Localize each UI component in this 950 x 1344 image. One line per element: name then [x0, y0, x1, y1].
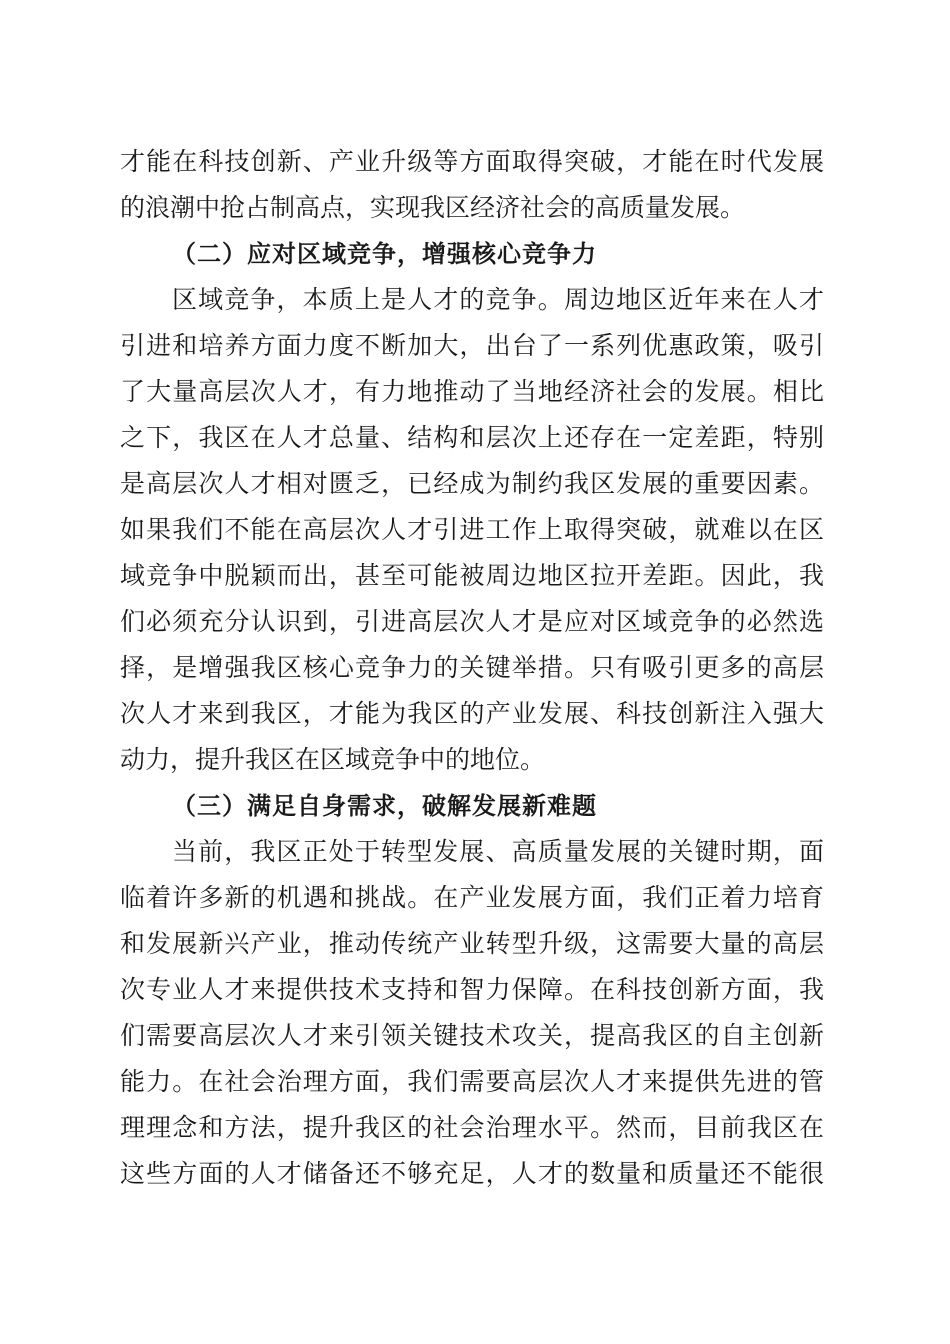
- paragraph-line: 了大量高层次人才，有力地推动了当地经济社会的发展。相比: [120, 377, 824, 406]
- paragraph-line: 这些方面的人才储备还不够充足，人才的数量和质量还不能很: [120, 1159, 824, 1188]
- paragraph-line: 临着许多新的机遇和挑战。在产业发展方面，我们正着力培育: [120, 883, 824, 912]
- paragraph-line: 们需要高层次人才来引领关键技术攻关，提高我区的自主创新: [120, 1021, 824, 1050]
- paragraph-line: 区域竞争，本质上是人才的竞争。周边地区近年来在人才: [172, 285, 824, 314]
- paragraph-line: 能力。在社会治理方面，我们需要高层次人才来提供先进的管: [120, 1067, 824, 1096]
- paragraph-line: 的浪潮中抢占制高点，实现我区经济社会的高质量发展。: [120, 193, 746, 222]
- section-heading: （二）应对区域竞争，增强核心竞争力: [172, 240, 597, 268]
- paragraph-line: 如果我们不能在高层次人才引进工作上取得突破，就难以在区: [120, 515, 824, 544]
- paragraph-line: 次专业人才来提供技术支持和智力保障。在科技创新方面，我: [120, 975, 824, 1004]
- paragraph-line: 们必须充分认识到，引进高层次人才是应对区域竞争的必然选: [120, 607, 824, 636]
- paragraph-line: 是高层次人才相对匮乏，已经成为制约我区发展的重要因素。: [120, 469, 824, 498]
- paragraph-line: 次人才来到我区，才能为我区的产业发展、科技创新注入强大: [120, 699, 824, 728]
- paragraph-line: 域竞争中脱颖而出，甚至可能被周边地区拉开差距。因此，我: [120, 561, 824, 590]
- paragraph-line: 之下，我区在人才总量、结构和层次上还存在一定差距，特别: [120, 423, 824, 452]
- paragraph-line: 引进和培养方面力度不断加大，出台了一系列优惠政策，吸引: [120, 331, 824, 360]
- paragraph-line: 当前，我区正处于转型发展、高质量发展的关键时期，面: [172, 837, 824, 866]
- paragraph-line: 才能在科技创新、产业升级等方面取得突破，才能在时代发展: [120, 147, 824, 176]
- paragraph-line: 理理念和方法，提升我区的社会治理水平。然而，目前我区在: [120, 1113, 824, 1142]
- paragraph-line: 和发展新兴产业，推动传统产业转型升级，这需要大量的高层: [120, 929, 824, 958]
- section-heading: （三）满足自身需求，破解发展新难题: [172, 792, 597, 820]
- paragraph-line: 择，是增强我区核心竞争力的关键举措。只有吸引更多的高层: [120, 653, 824, 682]
- paragraph-line: 动力，提升我区在区域竞争中的地位。: [120, 745, 546, 774]
